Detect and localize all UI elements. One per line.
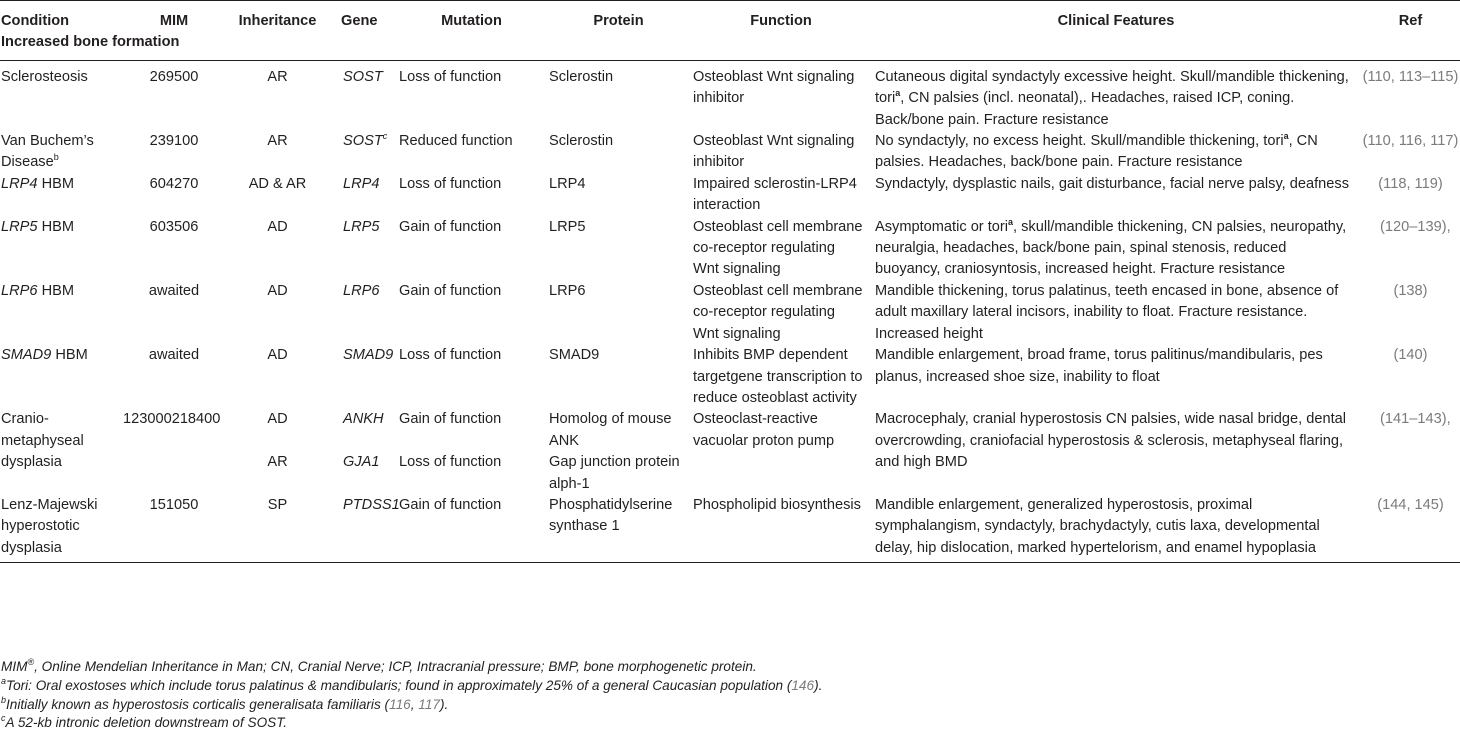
ref-link[interactable]: 119 bbox=[1414, 175, 1438, 192]
ref-cell: (141–143), bbox=[1380, 411, 1451, 428]
condition-cell: LRP6 HBM bbox=[1, 282, 74, 299]
condition-cell: LRP5 HBM bbox=[1, 218, 74, 235]
mutation-cell: Gain of function bbox=[397, 495, 546, 563]
clinical-cell: No syndactyly, no excess height. Skull/mandible thickening, tori$^a$, CN palsies. Headaches, back/bone pain. Fracture resistance bbox=[875, 131, 1318, 171]
condition-cell: Cranio-metaphyseal dysplasia bbox=[1, 411, 84, 471]
condition-cell: Van Buchem’s Disease$^b$ bbox=[1, 133, 94, 171]
ref-link[interactable]: 117 bbox=[1430, 133, 1454, 150]
ref-link[interactable]: 145 bbox=[1414, 496, 1439, 513]
protein-cell: Sclerostin bbox=[549, 68, 614, 85]
protein-cell: LRP5 bbox=[549, 218, 586, 235]
function-cell: Phospholipid biosynthesis bbox=[691, 495, 871, 563]
ref-link[interactable]: 110 bbox=[1367, 133, 1391, 150]
protein-cell: Phosphatidylserine synthase 1 bbox=[546, 495, 691, 563]
gene-cell: SOST bbox=[343, 68, 383, 85]
inheritance-cell: SP bbox=[225, 495, 330, 563]
function-cell: Inhibits BMP dependent targetgene transcription to reduce osteoblast activity bbox=[693, 347, 863, 406]
condition-cell: SMAD9 HBM bbox=[1, 347, 88, 364]
function-cell: Impaired sclerostin-LRP4 interaction bbox=[693, 175, 857, 214]
table-header bbox=[0, 1, 1460, 61]
ref-link[interactable]: 118 bbox=[1383, 175, 1407, 192]
header-clinical-features: Clinical Features bbox=[871, 1, 1361, 61]
table-row bbox=[0, 409, 1460, 495]
ref-cell: (138) bbox=[1393, 282, 1428, 299]
mutation-cell: Gain of function bbox=[399, 218, 502, 235]
clinical-cell: Macrocephaly, cranial hyperostosis CN palsies, wide nasal bridge, dental overcrowding, craniofacial hyperostosis & sclerosis, metaphyseal flaring, and high BMD bbox=[875, 411, 1347, 471]
header-mim: MIM bbox=[123, 1, 225, 61]
protein-cell: LRP6 bbox=[549, 282, 586, 299]
table-row bbox=[0, 345, 1460, 409]
gene-cell: LRP5 bbox=[343, 218, 380, 235]
ref-link[interactable]: 117 bbox=[418, 696, 440, 712]
function-cell: Osteoblast Wnt signaling inhibitor bbox=[693, 133, 855, 171]
mutation-cell: Gain of function bbox=[399, 282, 502, 299]
table-row bbox=[0, 495, 1460, 563]
function-cell: Osteoblast cell membrane co-receptor regulating Wnt signaling bbox=[693, 218, 863, 278]
ref-cell: (118, 119) bbox=[1378, 175, 1443, 192]
mutation-cell: Gain of function Loss of function bbox=[399, 411, 502, 471]
protein-cell: LRP4 bbox=[549, 175, 586, 192]
function-cell: Osteoblast Wnt signaling inhibitor bbox=[693, 68, 855, 107]
header-mutation: Mutation bbox=[397, 1, 546, 61]
mutation-cell: Loss of function bbox=[399, 68, 502, 85]
ref-link[interactable]: 110 bbox=[1367, 68, 1391, 85]
footnote-c: $^c$A 52-kb intronic deletion downstream of SOST. bbox=[1, 713, 288, 731]
mim-cell: 603506 bbox=[149, 218, 199, 235]
gene-cell: LRP6 bbox=[343, 282, 380, 299]
gene-cell: PTDSS1 bbox=[330, 495, 397, 563]
condition-cell: Lenz-Majewski hyperostotic dysplasia bbox=[0, 495, 123, 563]
mim-cell: 151050 bbox=[123, 495, 225, 563]
header-gene: Gene bbox=[330, 1, 397, 61]
ref-link[interactable]: 116 bbox=[1398, 133, 1423, 150]
protein-cell: Homolog of mouse ANK Gap junction protein alph-1 bbox=[549, 411, 680, 492]
clinical-cell: Cutaneous digital syndactyly excessive height. Skull/mandible thickening, tori$^a$, CN palsies (incl. neonatal),. Headaches, raised ICP, coning. Back/bone pain. Fracture resistance bbox=[875, 68, 1349, 128]
ref-link[interactable]: 146 bbox=[791, 677, 815, 693]
mim-cell: awaited bbox=[148, 347, 200, 364]
inheritance-cell: AD & AR bbox=[248, 175, 307, 192]
ref-link[interactable]: 141–143 bbox=[1384, 411, 1442, 428]
mim-cell: 269500 bbox=[149, 68, 199, 85]
mim-cell: 123000218400 bbox=[123, 411, 221, 428]
ref-cell: (140) bbox=[1393, 347, 1428, 364]
ref-link[interactable]: 113–115 bbox=[1398, 68, 1454, 85]
gene-cell: SMAD9 bbox=[343, 347, 394, 364]
inheritance-cell: AR bbox=[267, 68, 288, 85]
inheritance-cell: AD AR bbox=[267, 411, 288, 471]
clinical-cell: Asymptomatic or tori$^a$, skull/mandible thickening, CN palsies, neuropathy, neuralgia, headaches, back/bone pain, spinal stenosis, reduced buoyancy, craniosyntosis, increased height. Fracture resistance bbox=[875, 216, 1347, 278]
table-row bbox=[0, 60, 1460, 131]
header-protein: Protein bbox=[546, 1, 691, 61]
mim-cell: 239100 bbox=[149, 133, 199, 150]
mutation-cell: Loss of function bbox=[399, 347, 502, 364]
table-row bbox=[0, 131, 1460, 174]
condition-cell: LRP4 HBM bbox=[1, 175, 74, 192]
function-cell: Osteoblast cell membrane co-receptor regulating Wnt signaling bbox=[693, 282, 863, 342]
ref-link[interactable]: 120–139 bbox=[1384, 218, 1442, 235]
table-row bbox=[0, 217, 1460, 281]
footnote-a: $^a$Tori: Oral exostoses which include torus palatinus & mandibularis; found in approximately 25% of a general Caucasian population (146). bbox=[1, 675, 823, 693]
function-cell: Osteoclast-reactive vacuolar proton pump bbox=[693, 411, 835, 449]
footnote-abbreviations: MIM®, Online Mendelian Inheritance in Man; CN, Cranial Nerve; ICP, Intracranial pressure; BMP, bone morphogenetic protein. bbox=[1, 657, 757, 674]
clinical-cell: Mandible thickening, torus palatinus, teeth encased in bone, absence of adult maxillary lateral incisors, inability to float. Fracture resistance. Increased height bbox=[875, 282, 1339, 342]
inheritance-cell: AR bbox=[267, 133, 288, 150]
ref-cell: (110, 116, 117) bbox=[1362, 133, 1459, 150]
mutation-cell: Reduced function bbox=[399, 133, 513, 150]
table-footnotes bbox=[1, 658, 1451, 733]
gene-cell: SOST$^c$ bbox=[343, 131, 388, 150]
gene-cell: ANKH GJA1 bbox=[343, 411, 384, 471]
footnote-b: $^b$Initially known as hyperostosis corticalis generalisata familiaris (116, 117). bbox=[1, 694, 449, 712]
header-condition: Condition Increased bone formation bbox=[0, 1, 123, 61]
ref-cell: (120–139), bbox=[1380, 218, 1451, 235]
protein-cell: SMAD9 bbox=[549, 347, 600, 364]
header-function: Function bbox=[691, 1, 871, 61]
header-inheritance: Inheritance bbox=[225, 1, 330, 61]
mim-cell: awaited bbox=[148, 282, 200, 299]
ref-link[interactable]: 140 bbox=[1398, 347, 1423, 364]
mim-cell: 604270 bbox=[149, 175, 199, 192]
mutation-cell: Loss of function bbox=[399, 175, 502, 192]
protein-cell: Sclerostin bbox=[549, 133, 614, 150]
clinical-cell: Mandible enlargement, broad frame, torus palitinus/mandibularis, pes planus, increased shoe size, inability to float bbox=[875, 347, 1323, 385]
ref-link[interactable]: 138 bbox=[1398, 282, 1423, 299]
ref-link[interactable]: 116 bbox=[389, 696, 411, 712]
header-ref: Ref bbox=[1361, 1, 1460, 61]
table-row bbox=[0, 281, 1460, 345]
clinical-cell: Mandible enlargement, generalized hyperostosis, proximal symphalangism, syndactyly, brachydactyly, cutis laxa, developmental delay, hip dislocation, marked hypertelorism, and enamel hypoplasia bbox=[871, 495, 1361, 563]
inheritance-cell: AD bbox=[267, 218, 288, 235]
condition-cell: Sclerosteosis bbox=[1, 68, 88, 85]
ref-link[interactable]: 144 bbox=[1382, 496, 1407, 513]
table-row bbox=[0, 174, 1460, 217]
table-body bbox=[0, 60, 1460, 562]
ref-cell: (110, 113–115) bbox=[1362, 68, 1459, 85]
clinical-cell: Syndactyly, dysplastic nails, gait disturbance, facial nerve palsy, deafness bbox=[875, 175, 1349, 192]
ref-cell: (144, 145) bbox=[1361, 495, 1460, 563]
gene-cell: LRP4 bbox=[343, 175, 380, 192]
inheritance-cell: AD bbox=[267, 282, 288, 299]
inheritance-cell: AD bbox=[267, 347, 288, 364]
